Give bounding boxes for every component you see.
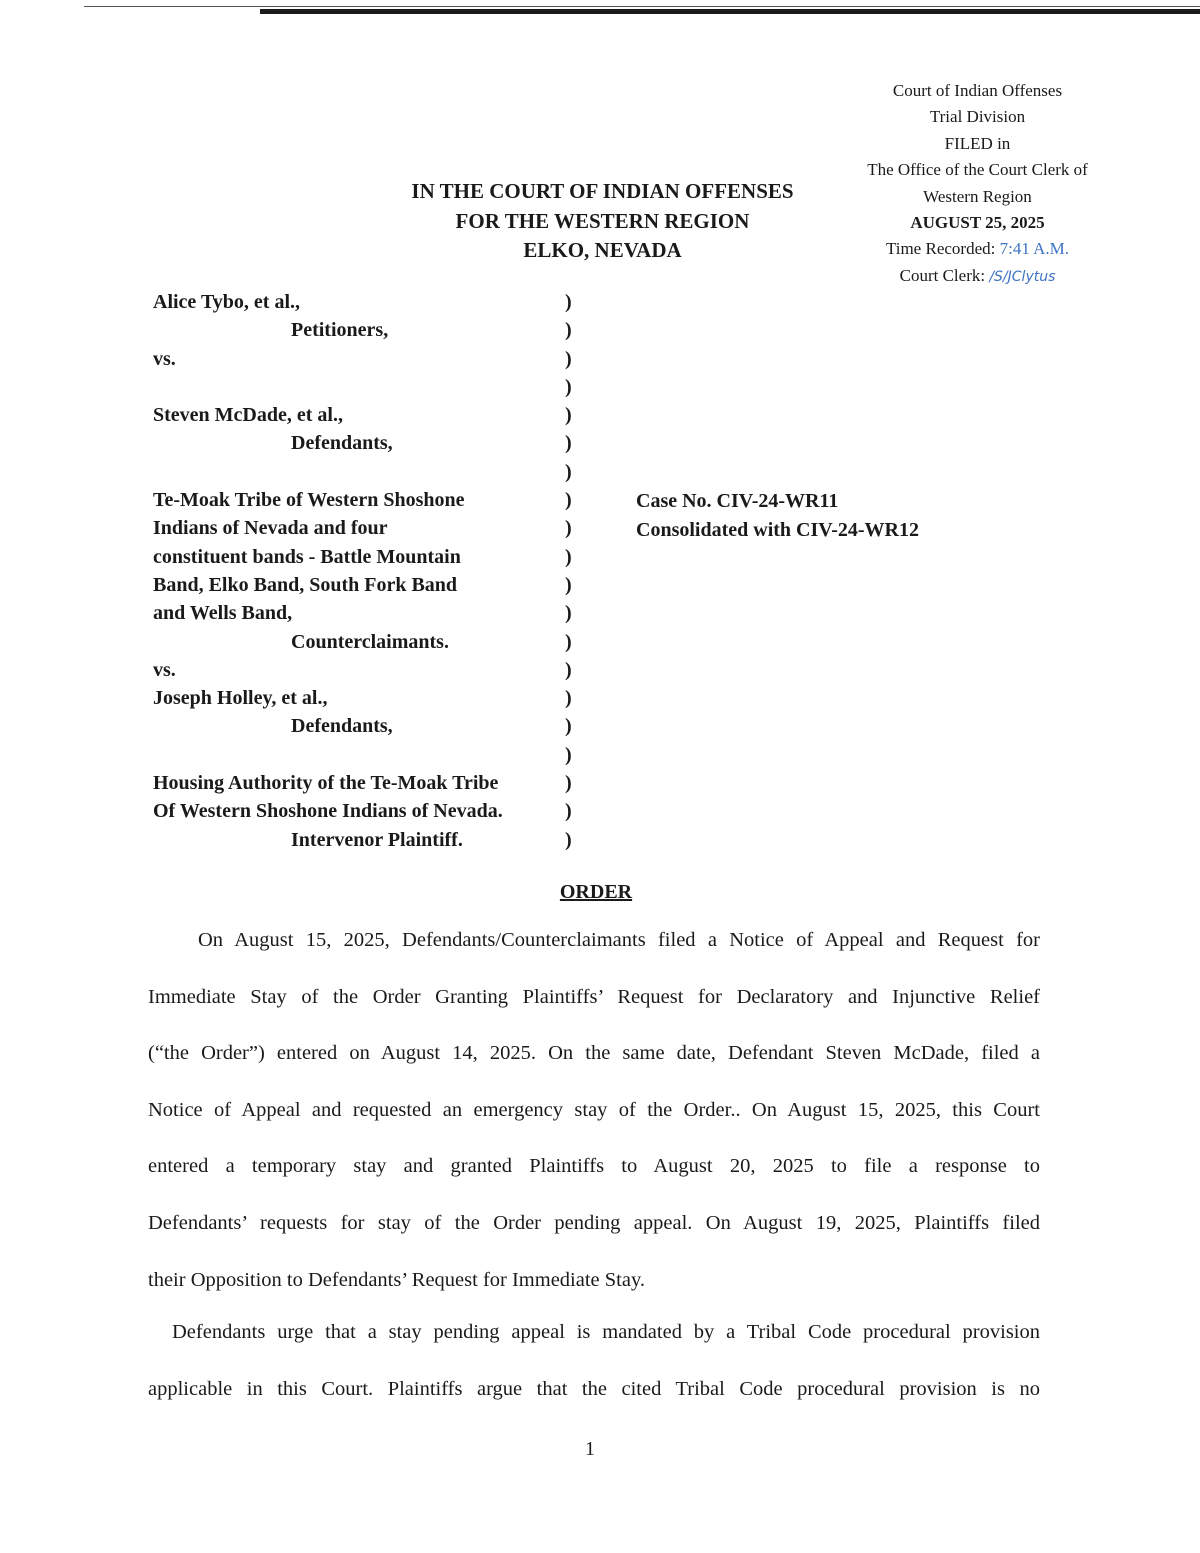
caption-paren: ) [565,573,572,596]
caption-paren: ) [565,602,572,625]
caption-paren: ) [565,743,572,766]
consolidated-case: Consolidated with CIV-24-WR12 [636,519,919,541]
party-line [153,826,593,854]
stamp-time [840,236,1115,262]
party-line [153,373,593,401]
party-line [153,797,593,825]
paragraph-line: applicable in this Court. Plaintiffs argue that the cited Tribal Code procedural provision is no [148,1377,1040,1400]
caption-paren: ) [565,828,572,851]
caption-paren: ) [565,517,572,540]
order-title: ORDER [559,881,633,903]
caption-paren: ) [565,658,572,681]
caption-paren: ) [565,545,572,568]
caption-paren: ) [565,291,572,313]
party-text: Indians of Nevada and four [153,517,388,540]
case-number-block [636,487,919,545]
court-heading [380,177,825,266]
party-text: vs. [153,658,176,681]
court-heading-line: IN THE COURT OF INDIAN OFFENSES [411,179,794,203]
caption-paren: ) [565,347,572,370]
paragraph-line: Notice of Appeal and requested an emergency stay of the Order.. On August 15, 2025, this Court [148,1098,1040,1121]
party-line [153,684,593,712]
party-line [153,486,593,514]
party-line [153,429,593,457]
party-text: and Wells Band, [153,602,293,625]
filing-stamp [840,78,1115,290]
caption-paren: ) [565,715,572,738]
paragraph-line: their Opposition to Defendants’ Request for Immediate Stay. [148,1268,646,1291]
party-line [153,712,593,740]
paragraph-line: Defendants urge that a stay pending appeal is mandated by a Tribal Code procedural provision [172,1321,1040,1343]
party-text: vs. [153,347,176,370]
caption-paren: ) [565,404,572,427]
party-line [153,599,593,627]
party-caption [153,288,593,854]
caption-paren: ) [565,319,572,342]
party-text: Petitioners, [291,319,389,342]
top-edge-bar [260,9,1200,14]
caption-paren: ) [565,460,572,483]
stamp-line: FILED in [944,133,1011,153]
stamp-clerk [840,263,1115,290]
caption-paren: ) [565,800,572,823]
stamp-line: Court of Indian Offenses [892,81,1063,100]
caption-paren: ) [565,432,572,455]
caption-paren: ) [565,772,572,795]
party-text: constituent bands - Battle Mountain [153,545,461,568]
stamp-line: Trial Division [929,107,1026,127]
party-line [153,316,593,344]
party-text: Defendants, [291,432,393,455]
party-line [153,514,593,542]
paragraph-line: entered a temporary stay and granted Plaintiffs to August 20, 2025 to file a response to [148,1155,1040,1178]
party-line [153,656,593,684]
party-text: Alice Tybo, et al., [153,291,301,313]
party-text: Counterclaimants. [291,630,449,653]
order-paragraph-1 [148,912,1040,1308]
stamp-line: The Office of the Court Clerk of [867,160,1088,180]
party-text: Band, Elko Band, South Fork Band [153,573,458,596]
party-line [153,628,593,656]
party-line [153,571,593,599]
party-text: Joseph Holley, et al., [153,687,328,710]
party-line [153,458,593,486]
party-line [153,401,593,429]
court-heading-line: ELKO, NEVADA [523,238,682,262]
page-number: 1 [585,1438,595,1460]
caption-paren: ) [565,489,572,512]
party-text: Housing Authority of the Te-Moak Tribe [153,772,499,795]
party-text: Of Western Shoshone Indians of Nevada. [153,800,503,823]
party-text: Defendants, [291,715,393,738]
caption-paren: ) [565,375,572,398]
party-line [153,543,593,571]
party-text: Steven McDade, et al., [153,404,343,427]
paragraph-line: Defendants’ requests for stay of the Order pending appeal. On August 19, 2025, Plaintiffs filed [148,1211,1040,1234]
party-line [153,741,593,769]
caption-paren: ) [565,630,572,653]
time-value: 7:41 A.M. [999,239,1070,259]
case-number: Case No. CIV-24-WR11 [636,490,839,512]
party-text: Te-Moak Tribe of Western Shoshone [153,489,465,512]
stamp-date: AUGUST 25, 2025 [910,213,1045,233]
order-paragraph-2 [148,1304,1040,1417]
time-label: Time Recorded: [885,239,996,259]
paragraph-line: (“the Order”) entered on August 14, 2025. On the same date, Defendant Steven McDade, filed a [148,1042,1040,1065]
caption-paren: ) [565,687,572,710]
court-heading-line: FOR THE WESTERN REGION [455,208,750,233]
paragraph-line: On August 15, 2025, Defendants/Counterclaimants filed a Notice of Appeal and Request for [198,929,1040,951]
party-line [153,769,593,797]
party-line [153,288,593,316]
paragraph-line: Immediate Stay of the Order Granting Plaintiffs’ Request for Declaratory and Injunctive Relief [148,985,1040,1008]
clerk-label: Court Clerk: [899,265,986,285]
stamp-line: Western Region [923,186,1032,206]
party-text: Intervenor Plaintiff. [291,828,463,851]
party-line [153,345,593,373]
top-edge-rule [84,6,1200,7]
clerk-signature: /S/JClytus [989,268,1056,285]
